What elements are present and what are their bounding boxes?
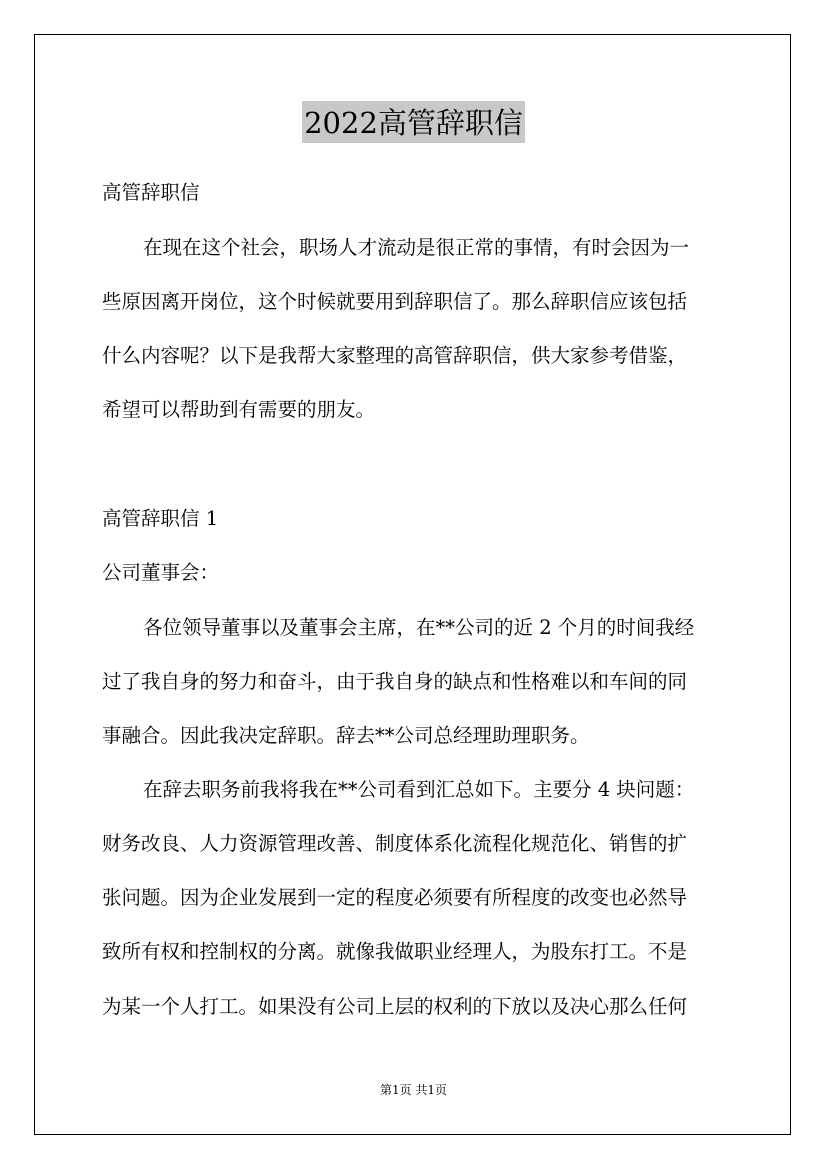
- intro-paragraph-line: 什么内容呢？以下是我帮大家整理的高管辞职信，供大家参考借鉴，: [102, 344, 688, 367]
- title-container: [0, 101, 827, 143]
- body-paragraph-line: 张问题。因为企业发展到一定的程度必须要有所程度的改变也必然导: [102, 886, 688, 909]
- body-paragraph-line: 致所有权和控制权的分离。就像我做职业经理人，为股东打工。不是: [102, 940, 688, 963]
- salutation: 公司董事会：: [102, 561, 220, 584]
- body-paragraph-line: 事融合。因此我决定辞职。辞去**公司总经理助理职务。: [102, 724, 590, 747]
- body-paragraph-line: 过了我自身的努力和奋斗，由于我自身的缺点和性格难以和车间的同: [102, 670, 688, 693]
- intro-paragraph-line: 在现在这个社会，职场人才流动是很正常的事情，有时会因为一: [143, 236, 690, 259]
- page-number-footer: 第1页 共1页: [379, 1083, 448, 1097]
- intro-paragraph-line: 希望可以帮助到有需要的朋友。: [102, 398, 376, 421]
- intro-paragraph-line: 些原因离开岗位，这个时候就要用到辞职信了。那么辞职信应该包括: [102, 290, 688, 313]
- document-title: 2022高管辞职信: [302, 101, 525, 143]
- section-heading: 高管辞职信 1: [102, 507, 219, 530]
- body-paragraph-line: 为某一个人打工。如果没有公司上层的权利的下放以及决心那么任何: [102, 995, 688, 1018]
- body-paragraph-line: 各位领导董事以及董事会主席，在**公司的近 2 个月的时间我经: [143, 616, 695, 639]
- body-paragraph-line: 在辞去职务前我将我在**公司看到汇总如下。主要分 4 块问题：: [143, 778, 695, 801]
- intro-heading: 高管辞职信: [102, 181, 200, 204]
- body-paragraph-line: 财务改良、人力资源管理改善、制度体系化流程化规范化、销售的扩: [102, 832, 688, 855]
